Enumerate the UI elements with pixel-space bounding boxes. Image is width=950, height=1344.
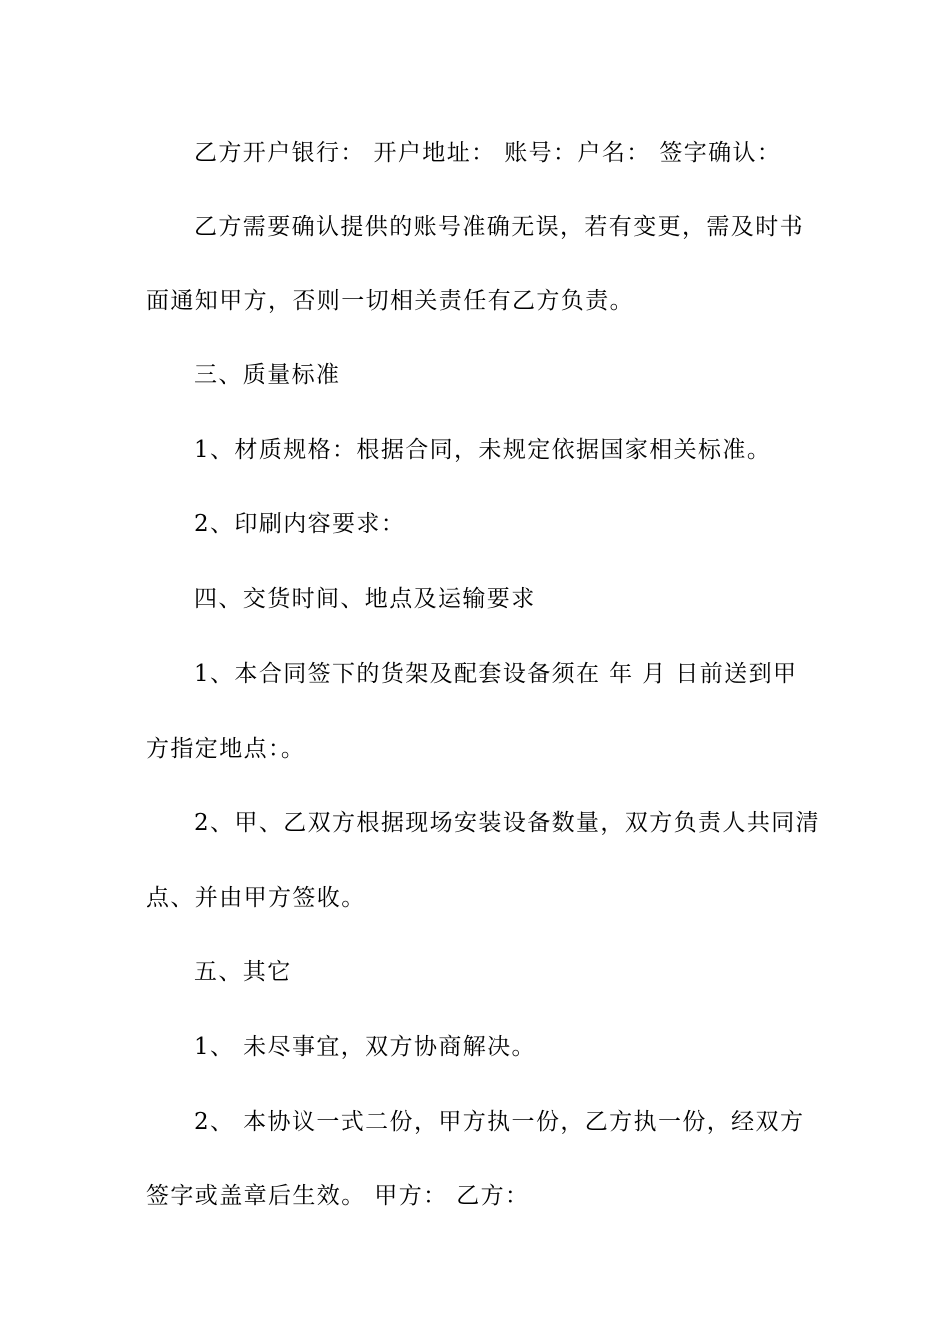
account-confirm-line-1: 乙方需要确认提供的账号准确无误，若有变更，需及时书: [194, 214, 804, 240]
delivery-item-2-line-2: 点、并由甲方签收。: [146, 885, 366, 911]
bank-info-line: 乙方开户银行： 开户地址： 账号：户名： 签字确认：: [194, 140, 782, 166]
other-item-2-line-2: 签字或盖章后生效。 甲方： 乙方：: [146, 1183, 530, 1209]
section-heading-quality: 三、质量标准: [194, 362, 341, 388]
quality-item-2: 2、印刷内容要求：: [194, 511, 406, 537]
delivery-item-1-line-1: 1、本合同签下的货架及配套设备须在 年 月 日前送到甲: [194, 661, 798, 687]
delivery-item-2-line-1: 2、甲、乙双方根据现场安装设备数量，双方负责人共同清: [194, 810, 821, 836]
other-item-1: 1、 未尽事宜，双方协商解决。: [194, 1034, 536, 1060]
account-confirm-line-2: 面通知甲方，否则一切相关责任有乙方负责。: [146, 288, 634, 314]
quality-item-1: 1、材质规格：根据合同，未规定依据国家相关标准。: [194, 437, 772, 463]
section-heading-delivery: 四、交货时间、地点及运输要求: [194, 586, 536, 612]
section-heading-other: 五、其它: [194, 959, 292, 985]
other-item-2-line-1: 2、 本协议一式二份，甲方执一份，乙方执一份，经双方: [194, 1109, 805, 1135]
delivery-item-1-line-2: 方指定地点：。: [146, 736, 306, 762]
